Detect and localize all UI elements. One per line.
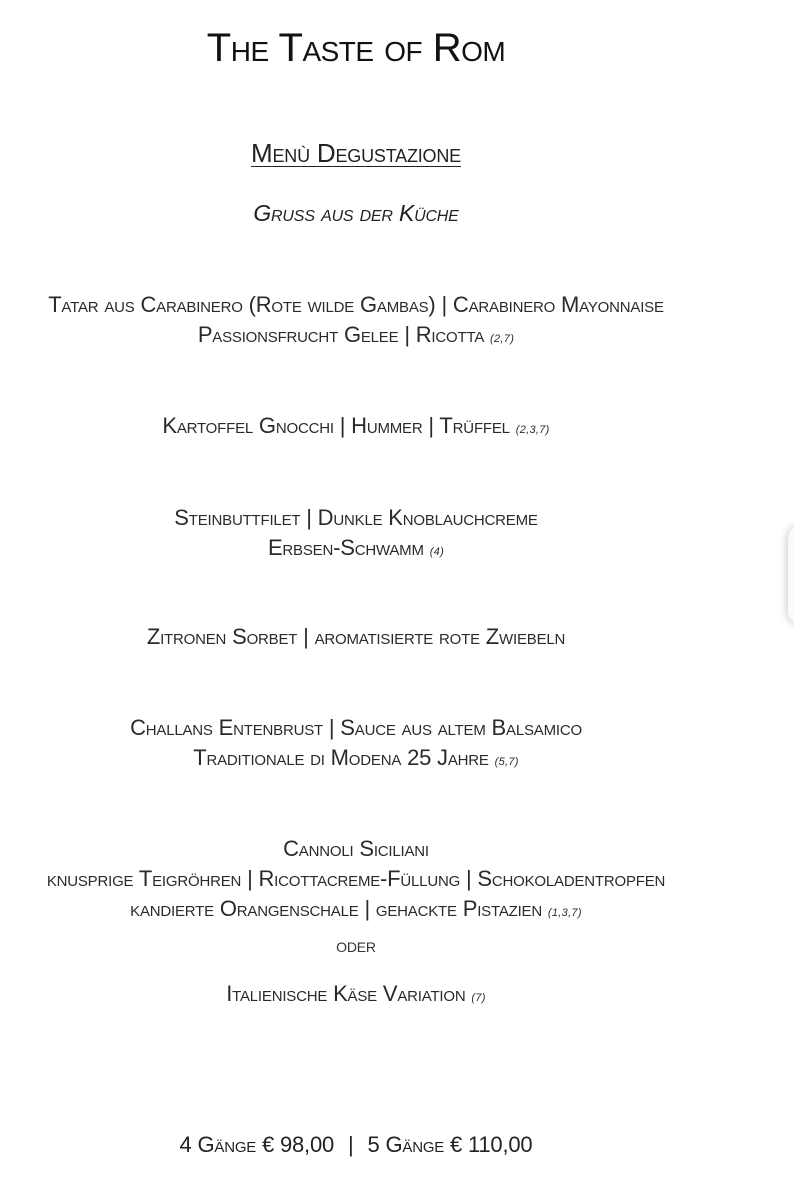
price-line [0, 1132, 712, 1158]
greeting-line: Gruß aus der Küche [253, 200, 459, 226]
course-6 [0, 834, 712, 928]
cheese-option [0, 979, 712, 1013]
course-3-line-2: Erbsen-Schwamm (4) [267, 535, 445, 560]
course-5 [0, 713, 712, 777]
course-6-line-1: Cannoli Siciliani [283, 836, 429, 861]
course-6-line-2: knusprige Teigröhren | Ricottacreme-Füllung | Schokoladentropfen [46, 866, 666, 891]
course-3-line-1: Steinbuttfilet | Dunkle Knoblauchcreme [174, 505, 538, 530]
course-1-line-1: Tatar aus Carabinero (Rote wilde Gambas) | Carabinero Mayonnaise [48, 292, 664, 317]
page-edge-shadow [788, 525, 794, 625]
price-option-4: 4 Gänge € 98,00 [179, 1132, 335, 1157]
allergen-note: (4) [429, 546, 445, 558]
course-4-line-1: Zitronen Sorbet | aromatisierte rote Zwiebeln [146, 624, 566, 649]
allergen-note: (5,7) [494, 756, 519, 768]
price-option-5: 5 Gänge € 110,00 [367, 1132, 533, 1157]
menu-subtitle: Menù Degustazione [251, 138, 461, 168]
course-3 [0, 503, 712, 567]
allergen-note: (2,3,7) [515, 424, 550, 436]
menu-title: The Taste of Rom [206, 26, 506, 70]
course-5-line-2: Traditionale di Modena 25 Jahre (5,7) [193, 745, 519, 770]
alternative-separator: oder [336, 935, 376, 957]
course-4 [0, 622, 712, 652]
course-2-line-1: Kartoffel Gnocchi | Hummer | Trüffel (2,3,7) [162, 413, 550, 438]
course-1-line-2: Passionsfrucht Gelee | Ricotta (2,7) [197, 322, 515, 347]
allergen-note: (1,3,7) [547, 907, 582, 919]
course-1 [0, 290, 712, 354]
course-5-line-1: Challans Entenbrust | Sauce aus altem Balsamico [130, 715, 582, 740]
allergen-note: (2,7) [490, 333, 515, 345]
course-2 [0, 411, 712, 445]
allergen-note: (7) [471, 992, 486, 1004]
cheese-option-label: Italienische Käse Variation [226, 981, 466, 1006]
course-6-line-3: kandierte Orangenschale | gehackte Pistazien (1,3,7) [130, 896, 582, 921]
price-separator: | [348, 1132, 354, 1157]
